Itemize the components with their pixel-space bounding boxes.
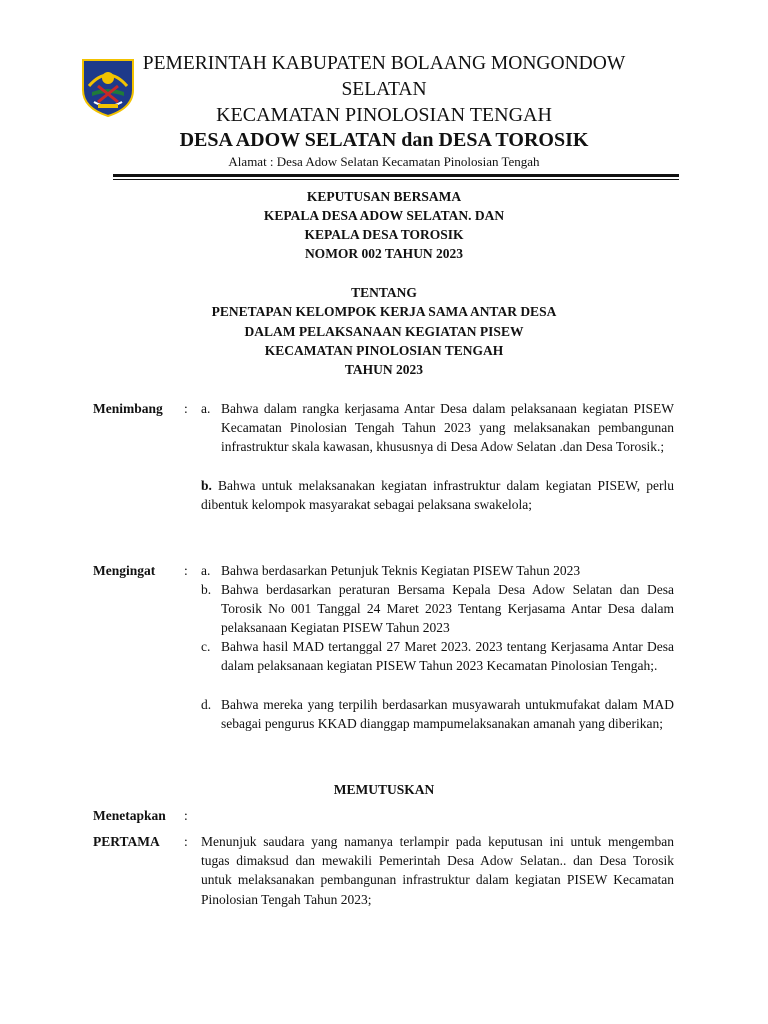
mengingat-colon: : [184, 563, 188, 578]
list-item-text: Bahwa berdasarkan peraturan Bersama Kepala Desa Adow Selatan dan Desa Torosik No 001 Tanggal 24 Maret 2023 Tentang Kerjasama Antar Desa dalam pelaksanaan Kegiatan PISEW Tahun 2023 [221, 582, 674, 636]
pertama-text: Menunjuk saudara yang namanya terlampir pada keputusan ini untuk mengemban tugas dimaksud dan mewakili Pemerintah Desa Adow Selatan.. dan Desa Torosik untuk melaksanakan pembangunan infrastruktur dalam kegiatan PISEW Kecamatan Pinolosian Tengah Tahun 2023; [201, 834, 674, 907]
subject-line-2: DALAM PELAKSANAAN KEGIATAN PISEW [244, 324, 524, 339]
decree-title-line-1: KEPUTUSAN BERSAMA [306, 189, 462, 204]
subject-line-3: KECAMATAN PINOLOSIAN TENGAH [264, 343, 504, 358]
menimbang-item-b [201, 476, 674, 514]
pertama-colon: : [184, 834, 188, 849]
letterhead-line-1: PEMERINTAH KABUPATEN BOLAANG MONGONDOW [142, 53, 626, 74]
letterhead-line-2: SELATAN [341, 79, 427, 100]
mengingat-item-c [201, 637, 674, 675]
letterhead-rule-thick [113, 174, 679, 177]
menetapkan-colon: : [184, 808, 188, 823]
list-item-text: Bahwa berdasarkan Petunjuk Teknis Kegiatan PISEW Tahun 2023 [221, 563, 581, 578]
menimbang-label: Menimbang [93, 401, 163, 416]
letterhead-rule-thin [113, 179, 679, 180]
pertama-label: PERTAMA [93, 834, 160, 849]
mengingat-item-a [201, 561, 674, 580]
list-item-text: Bahwa untuk melaksanakan kegiatan infrastruktur dalam kegiatan PISEW, perlu dibentuk kelompok masyarakat sebagai pelaksana swakelola; [201, 478, 674, 513]
list-item-text: Bahwa dalam rangka kerjasama Antar Desa dalam pelaksanaan kegiatan PISEW Kecamatan Pinolosian Tengah Tahun 2023 yang melaksanakan pembangunan infrastruktur skala kawasan, khususnya di Desa Adow Selatan .dan Desa Torosik.; [221, 401, 674, 455]
letterhead-line-3: KECAMATAN PINOLOSIAN TENGAH [216, 104, 552, 126]
list-marker: d. [201, 697, 212, 712]
list-marker: b. [201, 582, 212, 597]
mengingat-label: Mengingat [93, 563, 156, 578]
subject-heading: TENTANG [351, 285, 417, 300]
list-item-text: Bahwa mereka yang terpilih berdasarkan musyawarah untukmufakat dalam MAD sebagai pengurus KKAD dianggap mampumelaksanakan amanah yang diberikan; [221, 697, 674, 732]
list-marker: b. [201, 478, 212, 493]
mengingat-item-b [201, 580, 674, 638]
menimbang-colon: : [184, 401, 188, 416]
menimbang-item-a [201, 399, 674, 457]
subject-line-1: PENETAPAN KELOMPOK KERJA SAMA ANTAR DESA [211, 304, 557, 319]
list-item-text: Bahwa hasil MAD tertanggal 27 Maret 2023. 2023 tentang Kerjasama Antar Desa dalam pelaksanaan kegiatan PISEW Tahun 2023 Kecamatan Pinolosian Tengah;. [221, 639, 674, 674]
list-marker: a. [201, 563, 211, 578]
decision-heading: MEMUTUSKAN [333, 782, 435, 797]
list-marker: c. [201, 639, 211, 654]
decree-title-line-2: KEPALA DESA ADOW SELATAN. DAN [263, 208, 505, 223]
mengingat-item-d [201, 695, 674, 733]
decree-number: NOMOR 002 TAHUN 2023 [304, 246, 464, 261]
menetapkan-label: Menetapkan [93, 808, 166, 823]
subject-line-4: TAHUN 2023 [344, 362, 424, 377]
list-marker: a. [201, 401, 211, 416]
letterhead-line-4: DESA ADOW SELATAN dan DESA TOROSIK [179, 129, 589, 151]
decree-title-line-3: KEPALA DESA TOROSIK [304, 227, 464, 242]
letterhead-address: Alamat : Desa Adow Selatan Kecamatan Pinolosian Tengah [228, 154, 540, 169]
